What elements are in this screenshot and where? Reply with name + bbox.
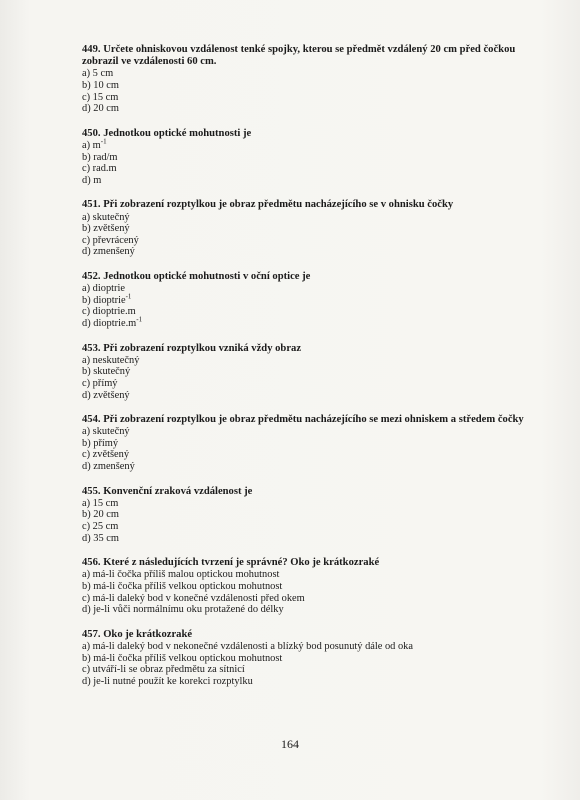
option-d: d) 20 cm xyxy=(82,103,119,115)
option-c: c) 25 cm xyxy=(82,521,119,533)
option-b: b) má-li čočka příliš velkou optickou mohutnost xyxy=(82,652,283,664)
option-c: c) rad.m xyxy=(82,163,117,175)
option-c: c) zvětšený xyxy=(82,449,130,461)
option-c: c) dioptrie.m xyxy=(82,306,136,318)
option-c: c) utváří-li se obraz předmětu za sítnicí xyxy=(82,664,245,676)
question-title: 455. Konvenční zraková vzdálenost je xyxy=(82,485,253,497)
option-a: a) dioptrie xyxy=(82,283,125,295)
option-a xyxy=(82,137,552,152)
option-a: a) skutečný xyxy=(82,211,130,223)
option-d: d) zmenšený xyxy=(82,246,135,258)
question-454 xyxy=(82,414,552,473)
option-a: a) neskutečný xyxy=(82,354,140,366)
question-title: 452. Jednotkou optické mohutnosti v oční optice je xyxy=(82,270,311,282)
option-d: d) m xyxy=(82,174,102,186)
option-c: c) přímý xyxy=(82,377,118,389)
option-d: d) zmenšený xyxy=(82,461,135,473)
option-d xyxy=(82,315,552,330)
option-text: d) dioptrie.m xyxy=(82,317,137,329)
option-b: b) 20 cm xyxy=(82,509,119,521)
question-449 xyxy=(82,44,552,115)
exponent: -1 xyxy=(100,137,107,146)
option-b: b) přímý xyxy=(82,437,119,449)
question-list xyxy=(82,44,552,700)
exponent: -1 xyxy=(136,315,143,324)
question-455 xyxy=(82,486,552,545)
option-d: d) 35 cm xyxy=(82,532,119,544)
question-title: 457. Oko je krátkozraké xyxy=(82,628,193,640)
option-b xyxy=(82,292,552,307)
option-b: b) zvětšený xyxy=(82,223,130,235)
option-d: d) zvětšený xyxy=(82,389,130,401)
question-title: 449. Určete ohniskovou vzdálenost tenké spojky, kterou se předmět vzdálený 20 cm před čočkou zobrazil ve vzdálenosti 60 cm. xyxy=(82,44,516,68)
question-title: 454. Při zobrazení rozptylkou je obraz předmětu nacházejícího se mezi ohniskem a středem čočky xyxy=(82,414,524,426)
question-title: 451. Při zobrazení rozptylkou je obraz předmětu nacházejícího se v ohnisku čočky xyxy=(82,199,454,211)
question-453 xyxy=(82,343,552,402)
question-title: 456. Které z následujících tvrzení je správné? Oko je krátkozraké xyxy=(82,557,380,569)
exponent: -1 xyxy=(125,292,132,301)
option-a: a) 15 cm xyxy=(82,497,119,509)
question-457 xyxy=(82,629,552,688)
option-text: a) m xyxy=(82,139,101,151)
option-c: c) převrácený xyxy=(82,234,139,246)
question-451 xyxy=(82,199,552,258)
question-456 xyxy=(82,557,552,616)
option-a: a) skutečný xyxy=(82,426,130,438)
option-b: b) rad/m xyxy=(82,151,118,163)
page-number: 164 xyxy=(281,737,299,751)
option-c: c) 15 cm xyxy=(82,91,119,103)
option-a: a) má-li daleký bod v nekonečné vzdálenosti a blízký bod posunutý dále od oka xyxy=(82,641,413,653)
question-title: 450. Jednotkou optické mohutnosti je xyxy=(82,127,252,139)
option-b: b) 10 cm xyxy=(82,80,119,91)
option-d: d) je-li nutné použít ke korekci rozptylku xyxy=(82,675,253,687)
question-title: 453. Při zobrazení rozptylkou vzniká vždy obraz xyxy=(82,342,302,354)
option-text: b) dioptrie xyxy=(82,294,126,306)
question-452 xyxy=(82,271,552,330)
option-c: c) má-li daleký bod v konečné vzdálenosti před okem xyxy=(82,592,305,604)
option-b: b) má-li čočka příliš velkou optickou mohutnost xyxy=(82,581,283,593)
option-d: d) je-li vůči normálnímu oku protažené do délky xyxy=(82,604,284,616)
question-450 xyxy=(82,128,552,187)
option-b: b) skutečný xyxy=(82,366,131,378)
option-a: a) 5 cm xyxy=(82,68,114,80)
option-a: a) má-li čočka příliš malou optickou mohutnost xyxy=(82,569,280,581)
